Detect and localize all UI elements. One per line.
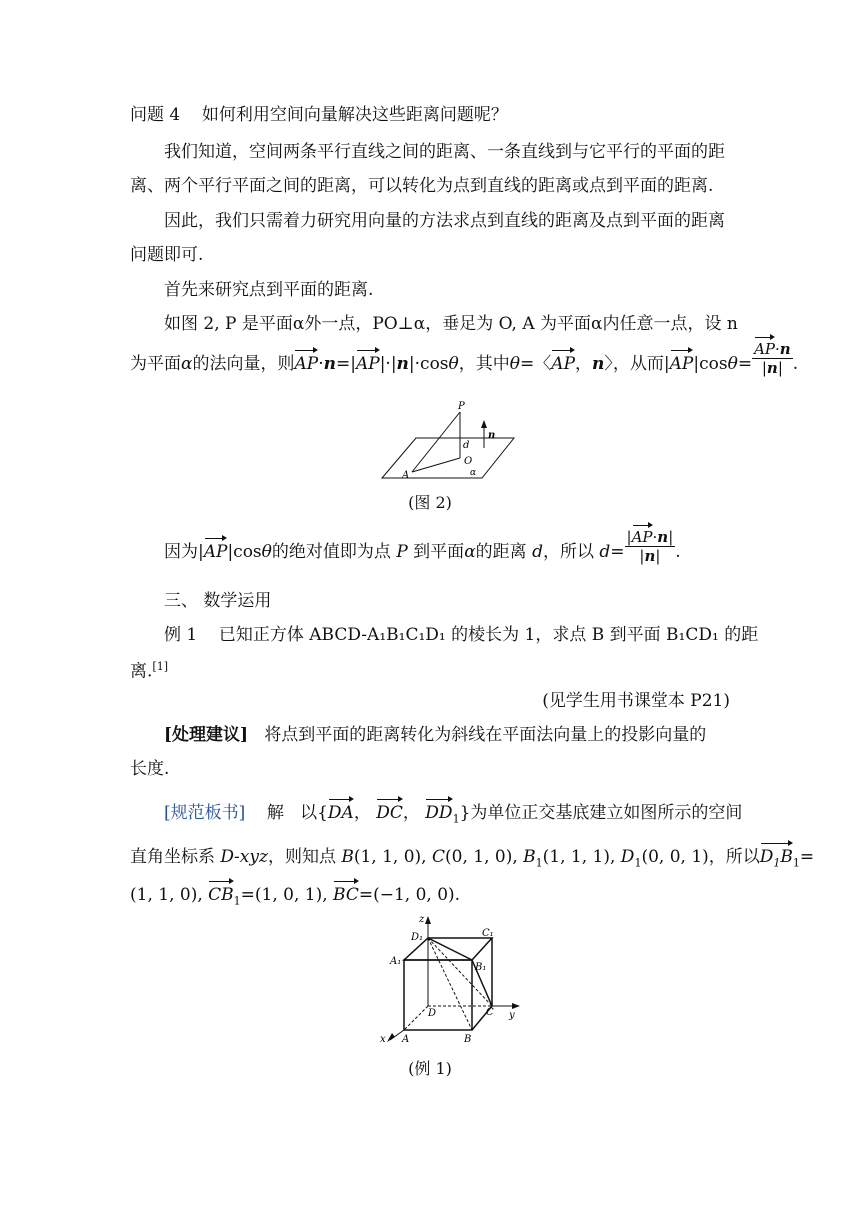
cube-label-y: y xyxy=(509,1010,515,1021)
solution-line-1: [规范板书] 解 以{DA， DC， $DD_1$}为单位正交基底建立如图所示的空间 xyxy=(164,803,743,826)
figure-2-caption: (图 2) xyxy=(408,493,452,512)
cube-label-a1: A₁ xyxy=(390,956,402,967)
fig2-label-o: O xyxy=(464,456,473,467)
example-label: 例 1 xyxy=(164,625,198,645)
example-1-caption: (例 1) xyxy=(408,1059,452,1078)
solution-label: 解 xyxy=(266,803,284,823)
question-text: 如何利用空间向量解决这些距离问题呢？ xyxy=(201,105,508,125)
board-label: [规范板书] xyxy=(164,803,246,823)
paragraph-1b: 离、两个平行平面之间的距离，可以转化为点到直线的距离或点到平面的距离. xyxy=(130,176,714,196)
paragraph-3: 首先来研究点到平面的距离. xyxy=(164,280,374,300)
example-1-line-2 xyxy=(130,656,168,683)
cube-label-z: z xyxy=(419,914,425,925)
paragraph-4: 如图 2, P 是平面α外一点，PO⊥α，垂足为 O, A 为平面α内任意一点，设 n xyxy=(164,314,738,334)
example-source: (见学生用书课堂本 P21) xyxy=(542,691,730,711)
cube-label-c: C xyxy=(486,1007,494,1018)
cube-label-x: x xyxy=(380,1034,386,1045)
fig2-label-n: n xyxy=(488,430,496,441)
question-4 xyxy=(130,104,508,126)
solution-line-3: (1, 1, 0), $CB_1=(1$, 0, 1), BC=(−1, 0, 0). xyxy=(130,885,461,908)
solution-line-2: 直角坐标系 D-xyz，则知点 B(1, 1, 0), C(0, 1, 0), $B_1(1$, 1, 1), $D_1(0$, 0, 1)，所以$D_1B_1=$ xyxy=(130,846,814,874)
paragraph-1a: 我们知道，空间两条平行直线之间的距离、一条直线到与它平行的平面的距 xyxy=(164,142,725,162)
figure-2 xyxy=(378,398,518,484)
cube-label-c1: C₁ xyxy=(482,928,494,939)
formula-line-2: 因为|AP|cosθ的绝对值即为点 P 到平面α的距离 d，所以 d= $\frac{|AP\cdot n|}{|n|}$ . xyxy=(164,528,681,565)
example-reference: [1] xyxy=(152,660,168,673)
example-text: 已知正方体 ABCD-A₁B₁C₁D₁ 的棱长为 1，求点 B 到平面 B₁CD₁ 的距 xyxy=(218,625,759,645)
cube-label-d: D xyxy=(428,1008,437,1019)
section-3-heading: 三、 数学运用 xyxy=(164,591,272,611)
paragraph-2a: 因此，我们只需着力研究用向量的方法求点到直线的距离及点到平面的距离 xyxy=(164,211,725,231)
suggestion-label: [处理建议] xyxy=(164,725,249,745)
formula-line-1: 为平面α的法向量，则AP·n=|AP|·|n|·cosθ，其中θ=〈AP，n〉，从而|AP|cosθ= $\frac{AP\cdot n}{|n|}$ . xyxy=(130,340,799,377)
cube-label-a: A xyxy=(402,1034,410,1045)
suggestion-line xyxy=(164,724,706,746)
question-label: 问题 4 xyxy=(130,105,181,125)
suggestion-line-2: 长度. xyxy=(130,759,170,779)
example-text-2: 离. xyxy=(130,661,153,682)
cube-label-b1: B₁ xyxy=(475,962,487,973)
example-1 xyxy=(164,624,758,646)
cube-figure xyxy=(378,912,522,1046)
fig2-label-alpha: α xyxy=(470,468,477,478)
suggestion-text: 将点到平面的距离转化为斜线在平面法向量上的投影向量的 xyxy=(264,725,707,745)
paragraph-2b: 问题即可. xyxy=(130,245,204,265)
fig2-label-a: A xyxy=(402,470,410,481)
fig2-label-d: d xyxy=(463,440,470,451)
cube-label-b: B xyxy=(464,1034,472,1045)
cube-label-d1: D₁ xyxy=(411,932,424,943)
fig2-label-p: P xyxy=(458,401,465,412)
